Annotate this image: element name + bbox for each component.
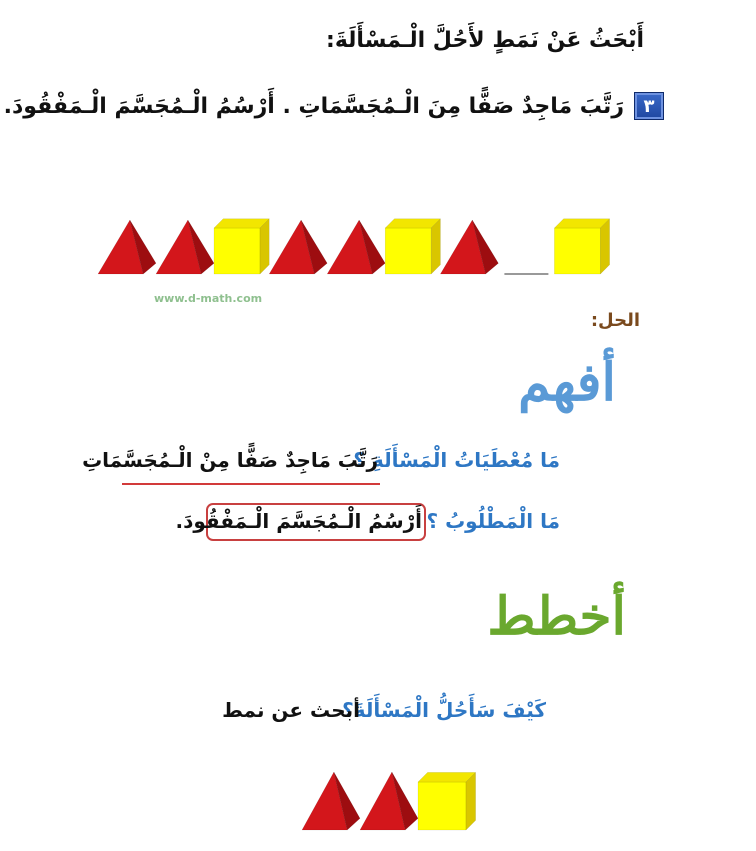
solution-label: الحل:: [590, 310, 640, 331]
watermark-text: www.d-math.com: [154, 292, 263, 305]
cube-top-face: [554, 219, 609, 228]
plan-answer: أبحث عن نمط: [222, 698, 360, 722]
cube-side-face: [431, 219, 440, 274]
plan-question: كَيْفَ سَأَحُلُّ الْمَسْأَلَةَ؟: [342, 698, 546, 722]
pyramid-front-face: [302, 772, 347, 830]
pyramid-front-face: [440, 220, 485, 274]
plan-title: أخطط: [487, 586, 626, 647]
problem-row: [4, 92, 664, 120]
given-answer-underline: [122, 483, 380, 485]
cube-side-face: [260, 219, 269, 274]
cube-front-face: [385, 228, 431, 274]
pyramid-side-face: [334, 772, 360, 830]
cube-side-face: [466, 772, 476, 830]
given-answer: رَتَّبَ مَاجِدٌ صَفًّا مِنْ الْـمُجَسَّمَاتِ: [82, 448, 378, 472]
pyramid-side-face: [392, 772, 418, 830]
pyramid-side-face: [188, 220, 214, 274]
required-answer: أَرْسُمُ الْـمُجَسَّمَ الْـمَفْقُودَ.: [175, 509, 422, 533]
pattern-shapes: [98, 219, 610, 274]
given-question: مَا مُعْطَيَاتُ الْمَسْأَلَةِ ؟: [353, 448, 560, 472]
cube-side-face: [600, 219, 609, 274]
cube-top-face: [418, 772, 476, 782]
pyramid-front-face: [269, 220, 314, 274]
pyramid-side-face: [130, 220, 156, 274]
pyramid-front-face: [156, 220, 201, 274]
plan-shapes: [302, 772, 476, 830]
pyramid-side-face: [472, 220, 498, 274]
cube-front-face: [554, 228, 600, 274]
cube-top-face: [385, 219, 440, 228]
pyramid-front-face: [360, 772, 405, 830]
understand-title: أفهم: [518, 352, 616, 413]
pyramid-side-face: [301, 220, 327, 274]
required-question: مَا الْمَطْلُوبُ ؟: [426, 509, 560, 533]
pyramid-side-face: [359, 220, 385, 274]
instruction-heading: أَبْحَثُ عَنْ نَمَطٍ لأَحُلَّ الْـمَسْأَلَةَ:: [326, 28, 644, 53]
cube-front-face: [214, 228, 260, 274]
cube-front-face: [418, 782, 466, 830]
cube-top-face: [214, 219, 269, 228]
problem-number-badge: ٣: [634, 92, 664, 120]
problem-text: رَتَّبَ مَاجِدٌ صَفًّا مِنَ الْـمُجَسَّمَاتِ . أَرْسُمُ الْـمُجَسَّمَ الْـمَفْقُودَ.: [3, 93, 624, 119]
pyramid-front-face: [98, 220, 143, 274]
pyramid-front-face: [327, 220, 372, 274]
